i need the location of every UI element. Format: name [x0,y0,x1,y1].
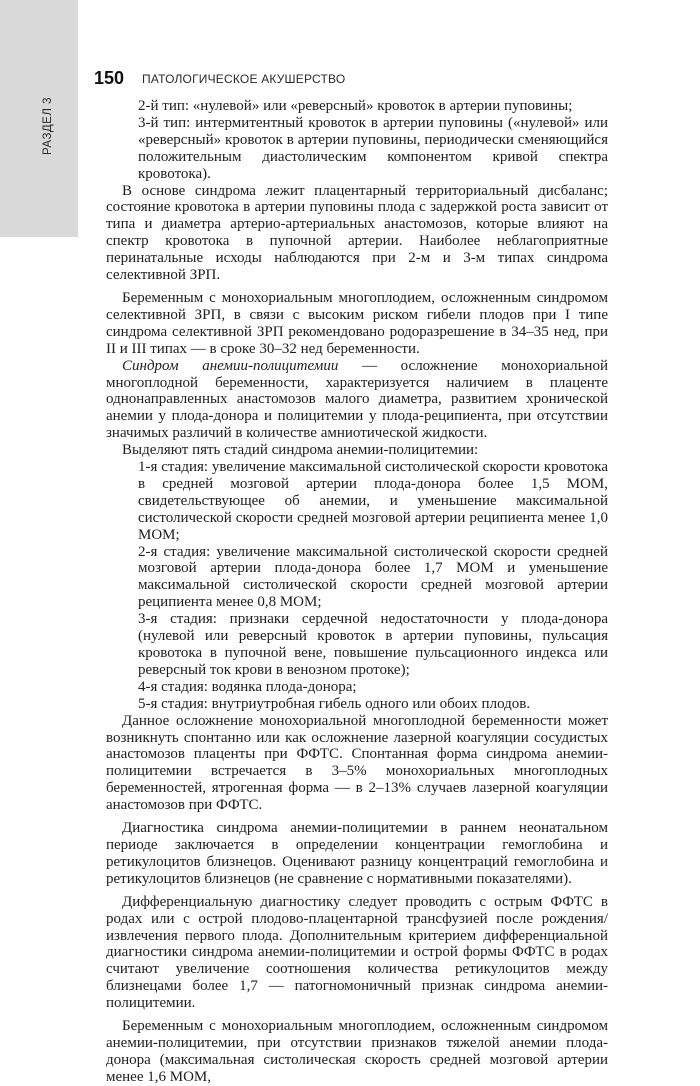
section-tab [0,0,78,237]
term-emphasis: Синдром анемии-полицитемии [122,357,339,374]
paragraph-text: — осложнение монохориальной многоплодной беременности, характеризуется наличием в плаценте однонаправленных анастомозов малого диаметра, развитием хронической анемии у плода-донора и полицитемии у плода-реципиента, при отсутствии значимых различий в количестве амниотической жидкости. [106,357,608,442]
paragraph: Беременным с монохориальным многоплодием, осложненным синдромом анемии-полицитемии, при отсутствии признаков тяжелой анемии плода-донора (максимальная систолическая скорость средней мозговой артерии менее 1,6 МОМ, [106,1018,608,1085]
running-title: ПАТОЛОГИЧЕСКОЕ АКУШЕРСТВО [142,72,346,86]
list-item: 2-й тип: «нулевой» или «реверсный» кровоток в артерии пуповины; [138,98,573,114]
paragraph: В основе синдрома лежит плацентарный территориальный дисбаланс; состояние кровотока в артерии пуповины плода с задержкой роста зависит от типа и диаметра артерио-артериальных анастомозов, которые влияют на спектр кровотока в пупочной артерии. Наиболее неблагоприятные перинатальные исходы наблюдаются при 2-м и 3-м типах синдрома селективной ЗРП. [106,182,608,284]
list-item: 4-я стадия: водянка плода-донора; [138,678,357,695]
paragraph [106,358,608,443]
list-item: 1-я стадия: увеличение максимальной систолической скорости кровотока в средней мозговой артерии плода-донора более 1,5 МОМ, свидетельствующее об анемии, и уменьшение максимальной систолической скорости средней мозговой артерии реципиента менее 1,0 МОМ; [138,459,608,543]
paragraph: Беременным с монохориальным многоплодием, осложненным синдромом селективной ЗРП, в связи с высоким риском гибели плодов при I типе синдрома селективной ЗРП рекомендовано родоразрешение в 34–35 нед, при II и III типах — в сроке 30–32 нед беременности. [106,289,608,357]
paragraph: Диагностика синдрома анемии-полицитемии в раннем неонатальном периоде заключается в определении концентрации гемоглобина и ретикулоцитов близнецов. Оценивают разницу концентраций гемоглобина и ретикулоцитов близнецов (не сравнение с нормативными показателями). [106,820,608,887]
paragraph: Выделяют пять стадий синдрома анемии-полицитемии: [122,442,479,459]
list-item: 2-я стадия: увеличение максимальной систолической скорости средней мозговой артерии плода-донора более 1,7 МОМ и уменьшение максимальной систолической скорости средней мозговой артерии реципиента менее 0,8 МОМ; [138,543,608,611]
paragraph: Данное осложнение монохориальной многоплодной беременности может возникнуть спонтанно или как осложнение лазерной коагуляции сосудистых анастомозов плаценты при ФФТС. Спонтанная форма синдрома анемии-полицитемии встречается в 3–5% монохориальных многоплодных беременностей, ятрогенная форма — в 2–13% случаев лазерной коагуляции анастомозов при ФФТС. [106,712,608,814]
page-number: 150 [94,68,125,88]
list-item: 3-й тип: интермитентный кровоток в артерии пуповины («нулевой» или «реверсный» кровоток в артерии пуповины, периодически сменяющийся положительным диастолическим компонентом кривой спектра кровотока). [138,114,608,182]
body-text [106,98,608,1086]
list-item: 5-я стадия: внутриутробная гибель одного или обоих плодов. [138,695,531,712]
list-item: 3-я стадия: признаки сердечной недостаточности у плода-донора (нулевой или реверсный кровоток в артерии пуповины, пульсация кровотока в пупочной вене, повышение пульсационного индекса или реверсный ток крови в венозном протоке); [138,611,608,678]
paragraph: Дифференциальную диагностику следует проводить с острым ФФТС в родах или с острой плодово-плацентарной трансфузией после рождения/извлечения первого плода. Дополнительным критерием дифференциальной диагностики синдрома анемии-полицитемии и острой формы ФФТС в родах считают увеличение соотношения количества ретикулоцитов между близнецами более 1,7 — патогномоничный признак синдрома анемии-полицитемии. [106,893,608,1012]
section-tab-label: РАЗДЕЛ 3 [42,97,54,155]
